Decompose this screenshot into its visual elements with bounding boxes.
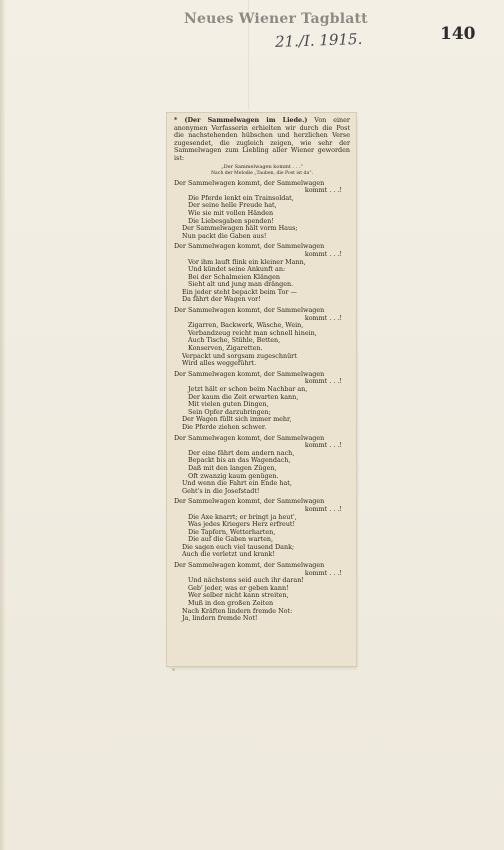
stanza-verse-line: Ja, lindern fremde Not! — [182, 614, 258, 623]
handwritten-date: 21./I. 1915. — [274, 29, 363, 51]
stanza-verse-line: Bepackt bis an das Wagendach, — [188, 456, 291, 465]
song-title: „Der Sammelwagen kommt . . .“ — [221, 163, 303, 170]
stanza-refrain-line: kommt . . .! — [304, 186, 342, 195]
stanza-verse-line: Die sagen euch viel tausend Dank; — [182, 542, 295, 551]
stanza-refrain-line: kommt . . .! — [304, 504, 342, 513]
stanza-verse-line: Die Liebesgaben spenden! — [188, 216, 274, 225]
poem-stanzas — [174, 180, 350, 623]
stanza-refrain-line: Der Sammelwagen kommt, der Sammelwagen — [174, 561, 325, 570]
poem-stanza — [174, 371, 350, 432]
stanza-verse-line: Der kaum die Zeit erwarten kann, — [188, 392, 299, 401]
stanza-refrain-line: Der Sammelwagen kommt, der Sammelwagen — [174, 369, 325, 378]
stanza-verse-line: Wer selber nicht kann streiten, — [188, 591, 289, 600]
stanza-verse-line: Auch die verletzt und krank! — [182, 550, 275, 559]
stanza-verse-line: Vor ihm lauft flink ein kleiner Mann, — [188, 257, 306, 266]
stanza-verse-line: Daß mit den langen Zügen, — [188, 463, 277, 472]
stanza-verse-line: Der Sammelwagen hält vorm Haus; — [182, 224, 298, 233]
stanza-refrain-line: Der Sammelwagen kommt, der Sammelwagen — [174, 433, 325, 442]
stanza-verse-line: Sein Opfer darzubringen; — [188, 407, 271, 416]
stanza-verse-line: Mit vielen guten Dingen, — [188, 400, 269, 409]
poem-stanza — [174, 180, 350, 241]
stanza-verse-line: Die Tapfern, Wetterharten, — [188, 527, 276, 536]
stanza-verse-line: Die Axe knarrt; er bringt ja heut', — [188, 512, 297, 521]
stanza-verse-line: Der eine fährt dem andern nach, — [188, 448, 295, 457]
stanza-refrain-line: Der Sammelwagen kommt, der Sammelwagen — [174, 306, 325, 315]
stanza-verse-line: Wie sie mit vollen Händen — [188, 208, 274, 217]
stanza-verse-line: Geb' jeder, was er geben kann! — [188, 583, 289, 592]
stanza-verse-line: Der Wagen füllt sich immer mehr, — [182, 415, 292, 424]
intro-paragraph — [174, 117, 350, 163]
stanza-verse-line: Und wenn die Fahrt ein Ende hat, — [182, 479, 292, 488]
stanza-verse-line: Ein jeder steht bepackt beim Tor — — [182, 287, 297, 296]
poem-stanza — [174, 435, 350, 496]
stanza-verse-line: Auch Tische, Stühle, Betten, — [188, 336, 281, 345]
stanza-verse-line: Und nächstens seid auch ihr daran! — [188, 576, 304, 585]
stanza-refrain-line: kommt . . .! — [304, 568, 342, 577]
poem-stanza — [174, 243, 350, 304]
stanza-refrain-line: kommt . . .! — [304, 441, 342, 450]
stanza-refrain-line: Der Sammelwagen kommt, der Sammelwagen — [174, 178, 325, 187]
stanza-verse-line: Jetzt hält er schon beim Nachbar an, — [188, 385, 308, 393]
stanza-verse-line: Die auf die Gaben warten, — [188, 535, 274, 544]
stanza-verse-line: Zigarren, Backwerk, Wäsche, Wein, — [188, 321, 304, 330]
stanza-verse-line: Die Pferde lenkt ein Trainsoldat, — [188, 193, 294, 202]
page-number: 140 — [440, 24, 476, 44]
stanza-verse-line: Bei der Schalmeien Klängen — [188, 272, 280, 281]
stanza-verse-line: Nach Kräften lindern fremde Not: — [182, 606, 293, 615]
article-headline: * (Der Sammelwagen im Liede.) — [174, 116, 308, 124]
poem-stanza — [174, 562, 350, 623]
stanza-verse-line: Was jedes Kriegers Herz erfreut! — [188, 520, 296, 529]
stanza-verse-line: Muß in den großen Zeiten — [188, 599, 274, 608]
stanza-refrain-line: Der Sammelwagen kommt, der Sammelwagen — [174, 497, 325, 506]
stanza-verse-line: Die Pferde ziehen schwer. — [182, 422, 267, 431]
stanza-verse-line: Da fährt der Wagen vor! — [182, 295, 261, 304]
stanza-refrain-line: Der Sammelwagen kommt, der Sammelwagen — [174, 242, 325, 251]
stanza-verse-line: Der seine helle Freude hat, — [188, 201, 277, 210]
stanza-verse-line: Nun packt die Gaben aus! — [182, 231, 267, 240]
stanza-verse-line: Und kündet seine Ankunft an: — [188, 265, 286, 274]
stanza-verse-line: Wird alles weggeführt. — [182, 359, 257, 368]
stanza-verse-line: Verbandzeug reicht man schnell hinein, — [188, 328, 317, 337]
song-melody-note: Nach der Melodie „Tauben, die Post ist da“. — [210, 170, 313, 176]
newspaper-clipping — [167, 113, 356, 666]
paper-mark — [172, 668, 175, 671]
stanza-verse-line: Verpackt und sorgsam zugeschnürt — [182, 351, 297, 360]
stanza-refrain-line: kommt . . .! — [304, 313, 342, 322]
stanza-refrain-line: kommt . . .! — [304, 249, 342, 258]
intro-text: Von einer anonymen Verfasserin erhielten wir durch die Post die nachstehenden hübschen und herzlichen Verse zugesendet, die zugleich zeigen, wie sehr der Sammelwagen zum Liebling aller Wiener geworden ist: — [174, 116, 350, 162]
stanza-verse-line: Konserven, Zigaretten. — [188, 344, 263, 353]
stanza-refrain-line: kommt . . .! — [304, 377, 342, 386]
poem-stanza — [174, 498, 350, 559]
stanza-verse-line: Geht's in die Josefstadt! — [182, 486, 260, 495]
page-edge-shadow — [0, 0, 6, 850]
stanza-verse-line: Oft zwanzig kaum genügen. — [188, 471, 279, 480]
poem-stanza — [174, 307, 350, 368]
stanza-verse-line: Sieht alt und jung man drängen. — [188, 280, 294, 289]
newspaper-name-stamp: Neues Wiener Tagblatt — [184, 11, 368, 27]
